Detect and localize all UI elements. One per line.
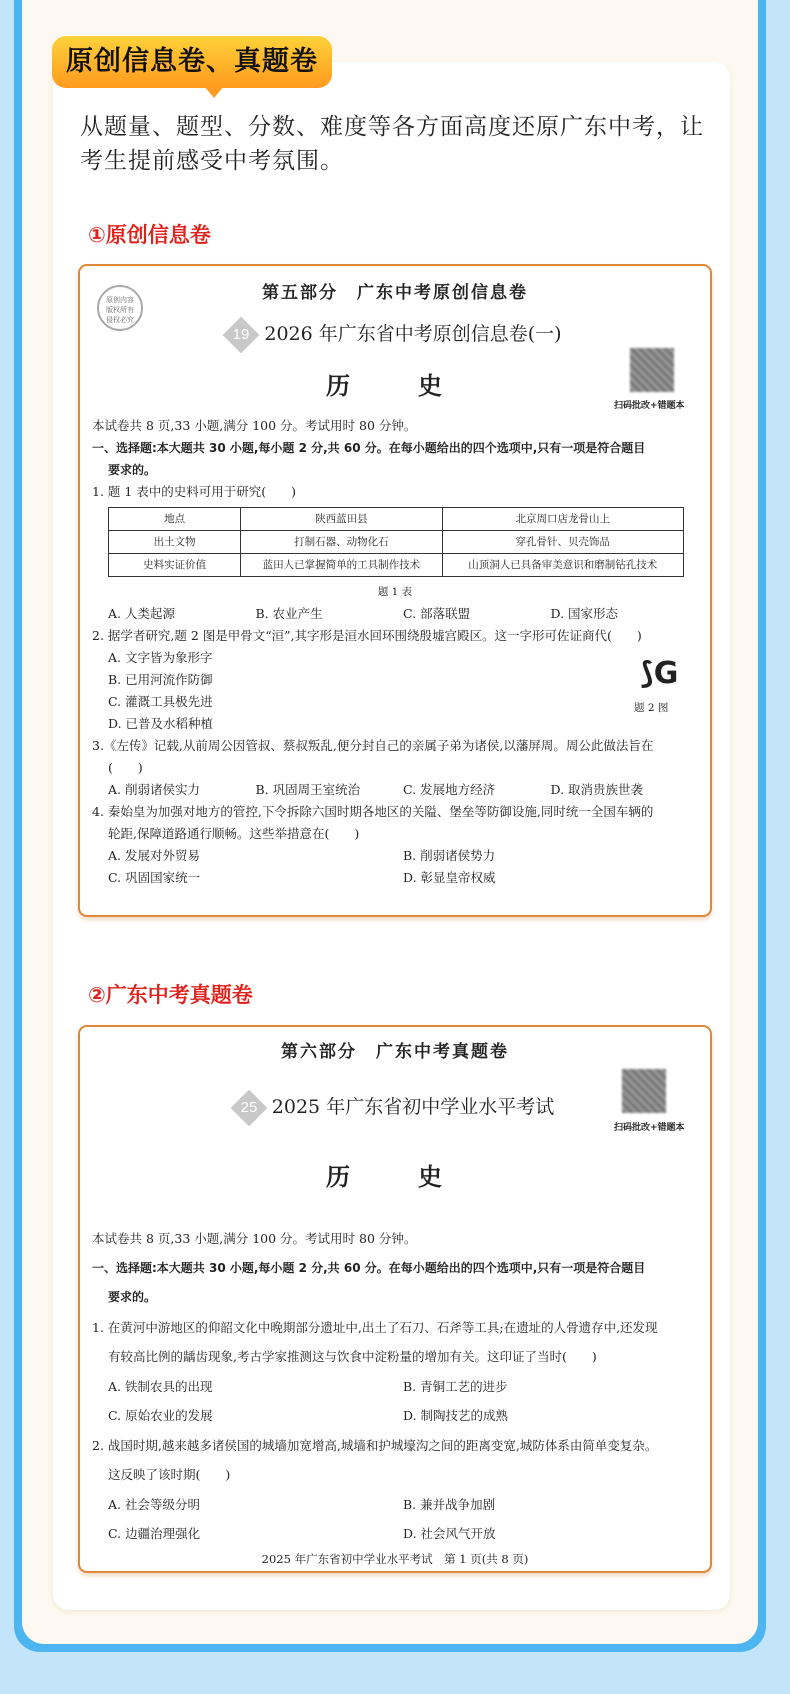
question-3: 3.《左传》记载,从前周公因管叔、蔡叔叛乱,便分封自己的亲属子弟为诸侯,以藩屏周。周公此做法旨在 xyxy=(92,738,654,753)
section2-label: ②广东中考真题卷 xyxy=(88,983,253,1007)
instruction-cont: 要求的。 xyxy=(108,1290,157,1304)
question-2: 2. 战国时期,越来越多诸侯国的城墙加宽增高,城墙和护城壕沟之间的距离变宽,城防体系由简单变复杂。 xyxy=(92,1437,658,1453)
paper-title: 19 2026 年广东省中考原创信息卷(一) xyxy=(80,319,710,348)
paper-title: 25 2025 年广东省初中学业水平考试 xyxy=(80,1092,710,1121)
instruction: 一、选择题:本大题共 30 小题,每小题 2 分,共 60 分。在每小题给出的四个选项中,只有一项是符合题目 xyxy=(92,1260,646,1275)
page-footer: 2025 年广东省初中学业水平考试 第 1 页(共 8 页) xyxy=(261,1551,529,1566)
question-1: 1. 题 1 表中的史料可用于研究( ) xyxy=(92,484,297,499)
question-3-cont: ( ) xyxy=(108,760,143,775)
question-4-cont: 轮距,保障道路通行顺畅。这些举措意在( ) xyxy=(108,826,360,841)
oracle-glyph-figure: ⟆G xyxy=(640,656,679,691)
number-diamond: 25 xyxy=(230,1090,267,1127)
question-4-options-2: C. 巩固国家统一 D. 彰显皇帝权威 xyxy=(108,870,496,885)
subject-title: 历 史 xyxy=(326,1162,464,1191)
question-2-options: A. 社会等级分明 B. 兼并战争加剧 xyxy=(108,1496,496,1512)
question-3-options: A. 削弱诸侯实力 B. 巩固周王室统治 C. 发展地方经济 D. 取消贵族世袭 xyxy=(108,782,644,797)
question-1-table: 地点 陕西蓝田县 北京周口店龙骨山上 出土文物 打制石器、动物化石 穿孔骨针、贝壳饰品 史料实证价值 蓝田人已掌握简单的工具制作技术 山顶洞人已具备审美意识和磨制钻孔技术 xyxy=(108,507,684,577)
instruction-cont: 要求的。 xyxy=(108,463,157,477)
qr-code[interactable] xyxy=(630,348,674,392)
figure-caption: 题 2 图 xyxy=(634,702,669,714)
question-4: 4. 秦始皇为加强对地方的管控,下令拆除六国时期各地区的关隘、堡垒等防御设施,同时统一全国车辆的 xyxy=(92,804,654,819)
question-1-options: A. 铁制农具的出现 B. 青铜工艺的进步 xyxy=(108,1378,508,1394)
copyright-stamp: 原创内容 版权所有 侵权必究 xyxy=(97,285,143,331)
question-1: 1. 在黄河中游地区的仰韶文化中晚期部分遗址中,出土了石刀、石斧等工具;在遗址的人骨遗存中,还发现 xyxy=(92,1319,658,1335)
section1-label: ①原创信息卷 xyxy=(88,223,211,247)
section-badge: 原创信息卷、真题卷 xyxy=(52,36,332,88)
qr-label: 扫码批改+错题本 xyxy=(614,1123,685,1133)
part-heading: 第六部分 广东中考真题卷 xyxy=(281,1042,509,1062)
paper-original xyxy=(78,264,712,917)
badge-pointer xyxy=(204,86,224,98)
question-1-options-2: C. 原始农业的发展 D. 制陶技艺的成熟 xyxy=(108,1408,509,1423)
question-2-options: A. 文字皆为象形字 B. 已用河流作防御 C. 灌溉工具极先进 D. 已普及水稻种植 ⟆G 题 2 图 xyxy=(108,650,679,731)
qr-label: 扫码批改+错题本 xyxy=(614,401,685,411)
table-caption: 题 1 表 xyxy=(377,586,413,598)
description: 从题量、题型、分数、难度等各方面高度还原广东中考，让考生提前感受中考氛围。 xyxy=(80,114,704,174)
question-2-options-2: C. 边疆治理强化 D. 社会风气开放 xyxy=(108,1526,496,1541)
question-4-options: A. 发展对外贸易 B. 削弱诸侯势力 xyxy=(108,848,496,863)
paper-info: 本试卷共 8 页,33 小题,满分 100 分。考试用时 80 分钟。 xyxy=(92,418,417,433)
part-heading: 第五部分 广东中考原创信息卷 xyxy=(262,283,528,303)
instruction: 一、选择题:本大题共 30 小题,每小题 2 分,共 60 分。在每小题给出的四个选项中,只有一项是符合题目 xyxy=(92,441,646,455)
question-1-options: A. 人类起源 B. 农业产生 C. 部落联盟 D. 国家形态 xyxy=(108,606,619,621)
question-1-cont: 有较高比例的龋齿现象,考古学家推测这与饮食中淀粉量的增加有关。这印证了当时( ) xyxy=(108,1349,597,1364)
subject-title: 历 史 xyxy=(326,371,464,400)
question-2: 2. 据学者研究,题 2 图是甲骨文“洹”,其字形是洹水回环围绕殷墟宫殿区。这一字形可佐证商代( ) xyxy=(92,628,642,643)
qr-code[interactable] xyxy=(622,1069,666,1113)
number-diamond: 19 xyxy=(223,317,260,354)
question-2-cont: 这反映了该时期( ) xyxy=(108,1467,231,1482)
paper-real-exam xyxy=(78,1025,712,1573)
paper-info: 本试卷共 8 页,33 小题,满分 100 分。考试用时 80 分钟。 xyxy=(92,1231,417,1246)
